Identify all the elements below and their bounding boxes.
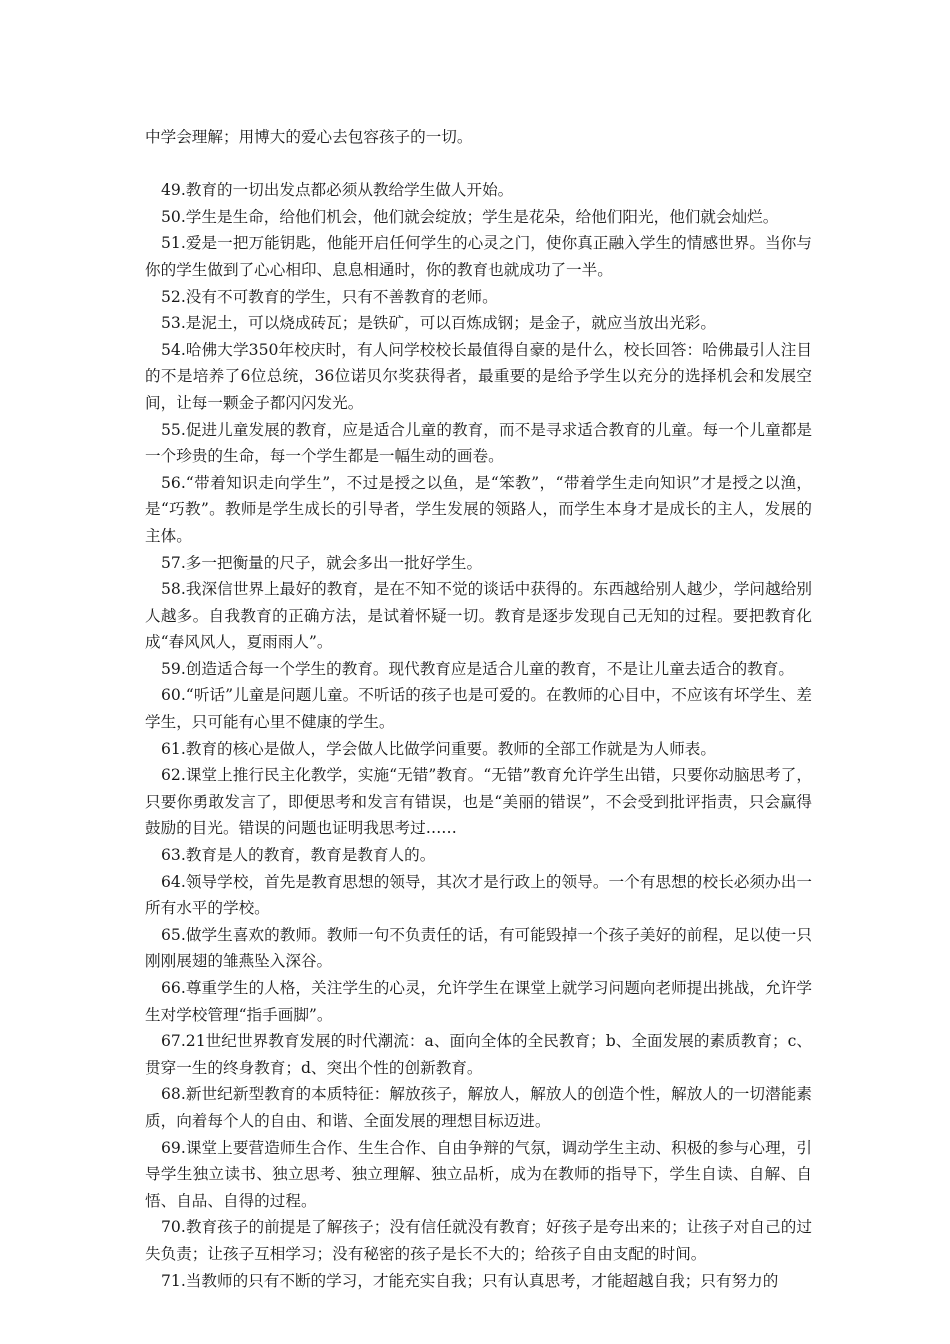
list-item-52: 52.没有不可教育的学生，只有不善教育的老师。 <box>161 287 498 306</box>
list-item-54: 54.哈佛大学350年校庆时，有人问学校校长最值得自豪的是什么，校长回答：哈佛最引人注目的不是培养了6位总统，36位诺贝尔奖获得者，最重要的是给予学生以充分的选择机会和发展空间，让每一颗金子都闪闪发光。 <box>145 340 812 412</box>
list-item-69: 69.课堂上要营造师生合作、生生合作、自由争辩的气氛，调动学生主动、积极的参与心理，引导学生独立读书、独立思考、独立理解、独立品析，成为在教师的指导下，学生自读、自解、自悟、自品、自得的过程。 <box>145 1138 812 1210</box>
list-item-63: 63.教育是人的教育，教育是教育人的。 <box>161 846 436 865</box>
list-item-62: 62.课堂上推行民主化教学，实施“无错”教育。“无错”教育允许学生出错，只要你动脑思考了，只要你勇敢发言了，即便思考和发言有错误，也是“美丽的错误”，不会受到批评指责，只会赢得鼓励的目光。错误的问题也证明我思考过…… <box>145 766 812 838</box>
list-item-70: 70.教育孩子的前提是了解孩子；没有信任就没有教育；好孩子是夸出来的；让孩子对自己的过失负责；让孩子互相学习；没有秘密的孩子是长不大的；给孩子自由支配的时间。 <box>145 1218 812 1263</box>
list-item-71: 71.当教师的只有不断的学习，才能充实自我；只有认真思考，才能超越自我；只有努力的 <box>161 1271 779 1290</box>
list-item-68: 68.新世纪新型教育的本质特征：解放孩子，解放人，解放人的创造个性，解放人的一切潜能素质，向着每个人的自由、和谐、全面发展的理想目标迈进。 <box>145 1085 812 1130</box>
list-item-65: 65.做学生喜欢的教师。教师一句不负责任的话，有可能毁掉一个孩子美好的前程，足以使一只刚刚展翅的雏燕坠入深谷。 <box>145 925 812 971</box>
list-item-59: 59.创造适合每一个学生的教育。现代教育应是适合儿童的教育，不是让儿童去适合的教育。 <box>161 659 794 678</box>
list-item-56: 56.“带着知识走向学生”，不过是授之以鱼，是“笨教”，“带着学生走向知识”才是授之以渔，是“巧教”。教师是学生成长的引导者，学生发展的领路人，而学生本身才是成长的主人，发展的主体。 <box>145 473 812 545</box>
document-body <box>145 124 812 1294</box>
list-item-61: 61.教育的核心是做人，学会做人比做学问重要。教师的全部工作就是为人师表。 <box>161 739 716 758</box>
continuation-paragraph: 中学会理解；用博大的爱心去包容孩子的一切。 <box>145 128 473 146</box>
list-item-64: 64.领导学校，首先是教育思想的领导，其次才是行政上的领导。一个有思想的校长必须办出一所有水平的学校。 <box>145 872 812 918</box>
list-item-55: 55.促进儿童发展的教育，应是适合儿童的教育，而不是寻求适合教育的儿童。每一个儿童都是一个珍贵的生命，每一个学生都是一幅生动的画卷。 <box>145 420 812 466</box>
paragraph-gap <box>145 151 812 178</box>
list-item-51: 51.爱是一把万能钥匙，他能开启任何学生的心灵之门，使你真正融入学生的情感世界。当你与你的学生做到了心心相印、息息相通时，你的教育也就成功了一半。 <box>145 234 812 279</box>
list-item-49: 49.教育的一切出发点都必须从教给学生做人开始。 <box>161 181 514 200</box>
list-item-53: 53.是泥土，可以烧成砖瓦；是铁矿，可以百炼成钢；是金子，就应当放出光彩。 <box>161 314 716 333</box>
list-item-66: 66.尊重学生的人格，关注学生的心灵，允许学生在课堂上就学习问题向老师提出挑战，允许学生对学校管理“指手画脚”。 <box>145 979 812 1024</box>
list-item-58: 58.我深信世界上最好的教育，是在不知不觉的谈话中获得的。东西越给别人越少，学问越给别人越多。自我教育的正确方法，是试着怀疑一切。教育是逐步发现自己无知的过程。要把教育化成“春风风人，夏雨雨人”。 <box>145 580 812 652</box>
list-item-67: 67.21世纪世界教育发展的时代潮流：a、面向全体的全民教育；b、全面发展的素质教育；c、贯穿一生的终身教育；d、突出个性的创新教育。 <box>145 1032 812 1077</box>
list-item-60: 60.“听话”儿童是问题儿童。不听话的孩子也是可爱的。在教师的心目中，不应该有坏学生、差学生，只可能有心里不健康的学生。 <box>145 686 812 732</box>
list-item-50: 50.学生是生命，给他们机会，他们就会绽放；学生是花朵，给他们阳光，他们就会灿烂。 <box>161 207 779 226</box>
list-item-57: 57.多一把衡量的尺子，就会多出一批好学生。 <box>161 553 483 572</box>
